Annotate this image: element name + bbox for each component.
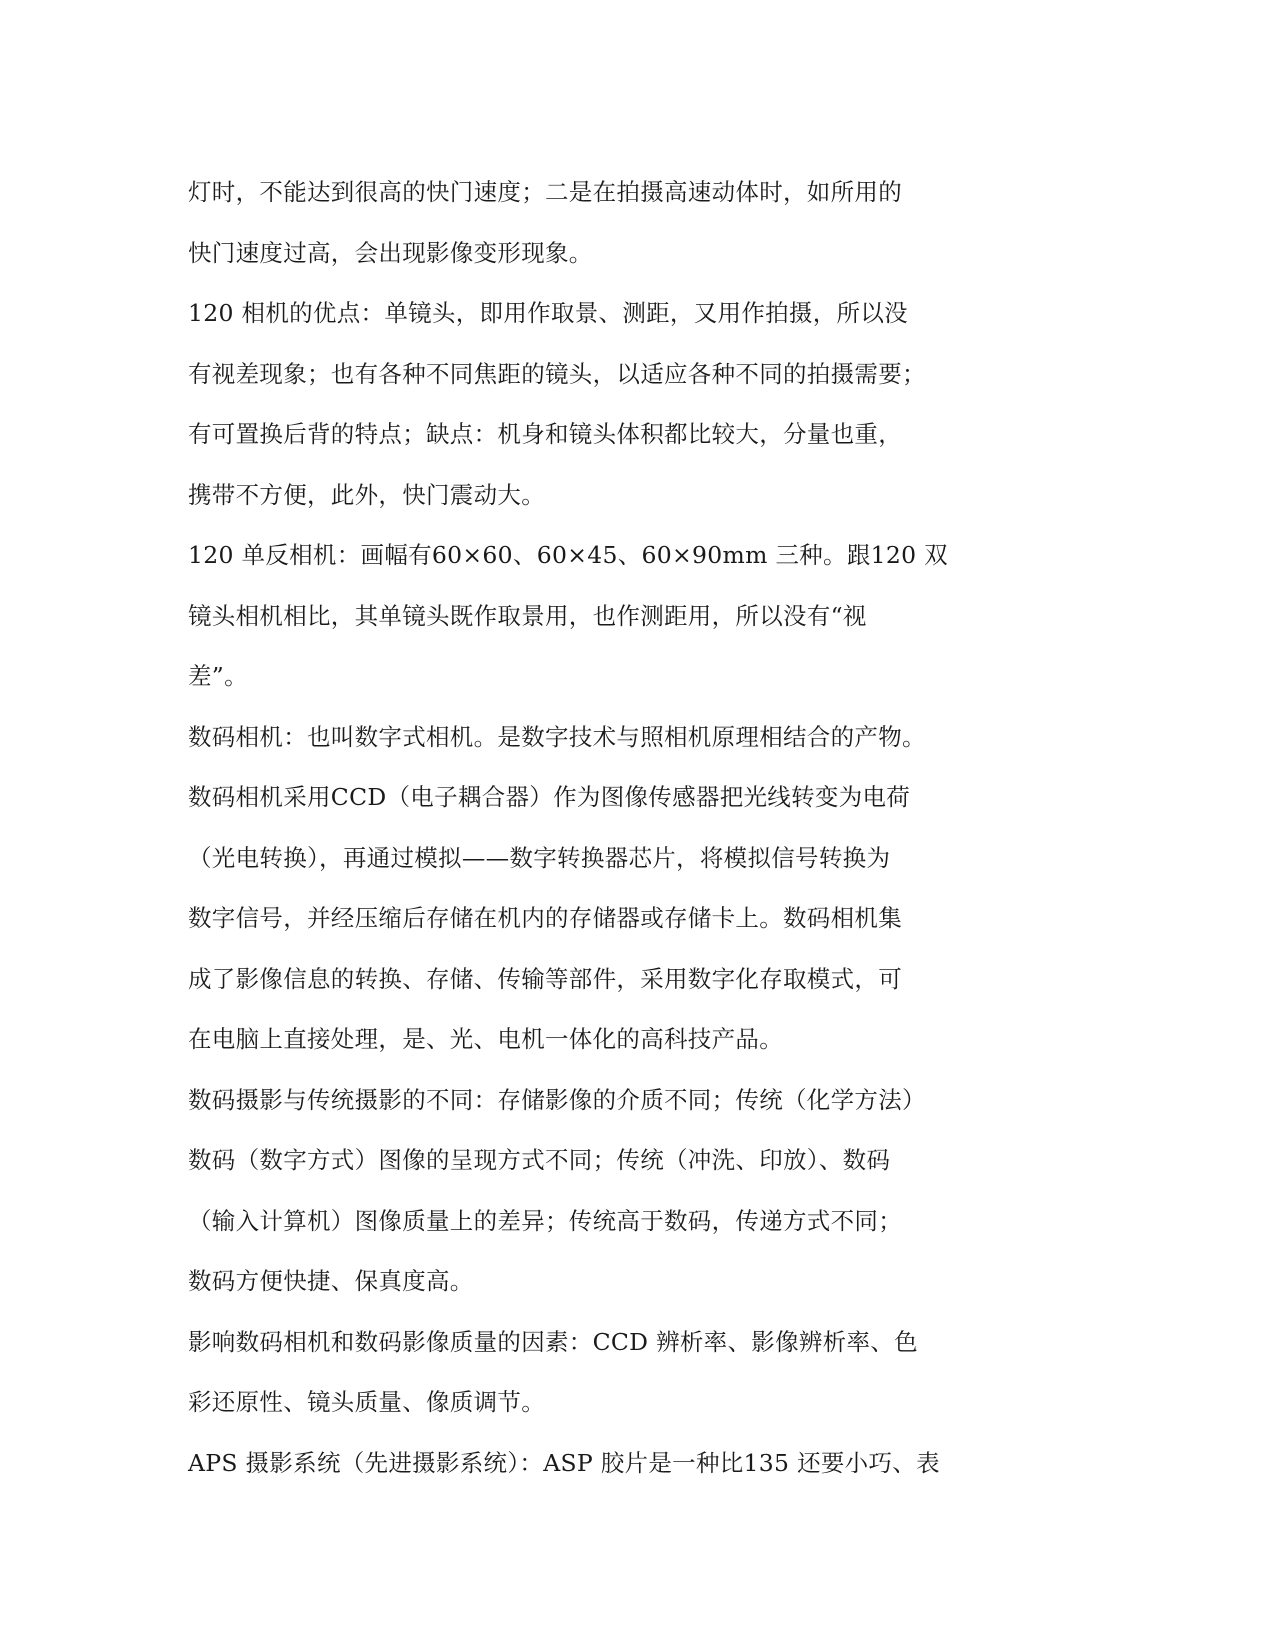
text-line: 有视差现象；也有各种不同焦距的镜头，以适应各种不同的拍摄需要；: [188, 359, 926, 388]
text-line: 数码（数字方式）图像的呈现方式不同；传统（冲洗、印放）、数码: [188, 1146, 891, 1174]
text-line: 灯时，不能达到很高的快门速度；二是在拍摄高速动体时，如所用的: [188, 178, 902, 206]
text-line: 数码摄影与传统摄影的不同：存储影像的介质不同；传统（化学方法）: [188, 1085, 926, 1114]
text-line: 数码方便快捷、保真度高。: [188, 1267, 474, 1295]
text-line: 镜头相机相比，其单镜头既作取景用，也作测距用，所以没有“视: [188, 601, 867, 630]
text-line: 数码相机：也叫数字式相机。是数字技术与照相机原理相结合的产物。: [188, 722, 926, 751]
text-line: 影响数码相机和数码影像质量的因素：CCD 辨析率、影像辨析率、色: [188, 1327, 918, 1356]
text-line: 成了影像信息的转换、存储、传输等部件，采用数字化存取模式，可: [188, 964, 902, 993]
text-line: 快门速度过高，会出现影像变形现象。: [188, 238, 593, 267]
text-line: 携带不方便，此外，快门震动大。: [188, 480, 545, 509]
body-text: [188, 172, 1018, 1503]
text-line: 120 相机的优点：单镜头，即用作取景、测距，又用作拍摄，所以没: [188, 299, 908, 327]
text-line: 在电脑上直接处理，是、光、电机一体化的高科技产品。: [188, 1025, 783, 1053]
text-line: 差”。: [188, 662, 248, 690]
text-line: （光电转换），再通过模拟——数字转换器芯片，将模拟信号转换为: [188, 843, 891, 872]
text-line: 数码相机采用CCD（电子耦合器）作为图像传感器把光线转变为电荷: [188, 783, 911, 811]
text-line: （输入计算机）图像质量上的差异；传统高于数码，传递方式不同；: [188, 1206, 902, 1235]
text-line: APS 摄影系统（先进摄影系统）：ASP 胶片是一种比135 还要小巧、表: [188, 1448, 940, 1477]
text-line: 数字信号，并经压缩后存储在机内的存储器或存储卡上。数码相机集: [188, 904, 902, 932]
text-line: 彩还原性、镜头质量、像质调节。: [188, 1388, 545, 1416]
text-line: 120 单反相机：画幅有60×60、60×45、60×90mm 三种。跟120 双: [188, 541, 948, 569]
text-line: 有可置换后背的特点；缺点：机身和镜头体积都比较大，分量也重，: [188, 420, 902, 448]
